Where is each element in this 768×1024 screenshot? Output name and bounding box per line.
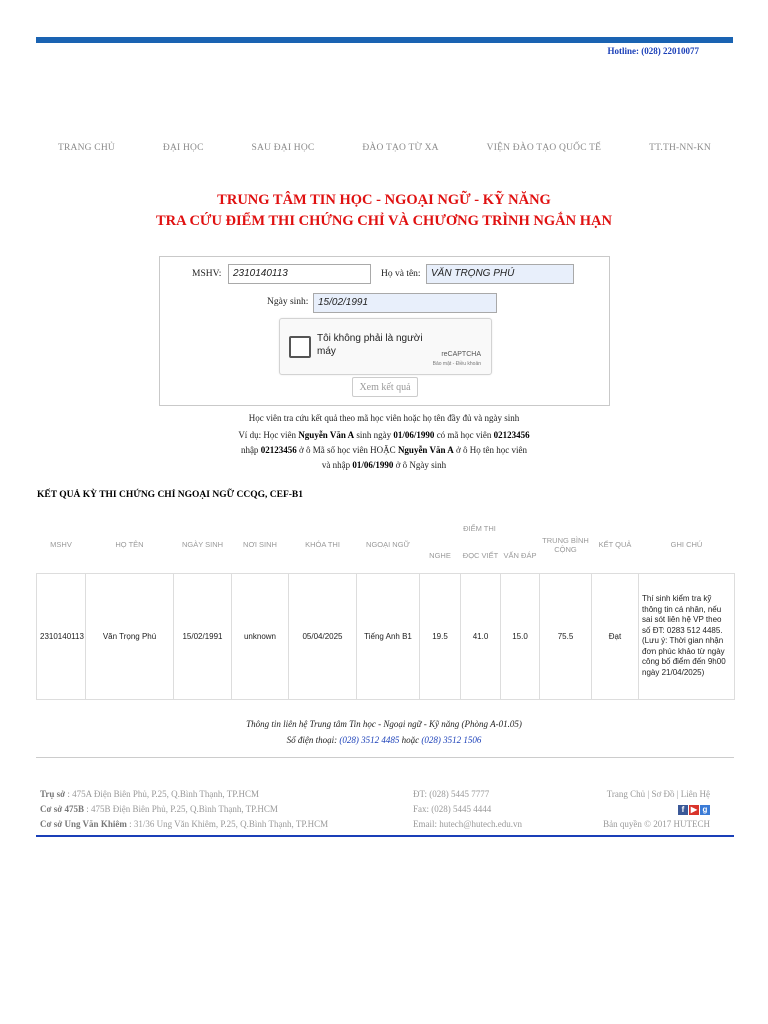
phone-link-1[interactable]: (028) 3512 4485 bbox=[339, 735, 400, 745]
col-listen: NGHE bbox=[429, 551, 451, 561]
branch1-label: Cơ sở 475B bbox=[40, 804, 84, 814]
recaptcha-terms[interactable]: Bảo mật - Điều khoản bbox=[432, 361, 481, 367]
cell-dob: 15/02/1991 bbox=[174, 573, 232, 699]
footer-fax: Fax: (028) 5445 4444 bbox=[413, 804, 492, 814]
col-speak: VẤN ĐÁP bbox=[503, 551, 537, 561]
col-result: KẾT QUẢ bbox=[598, 540, 632, 550]
dob-input[interactable]: 15/02/1991 bbox=[313, 293, 497, 313]
divider bbox=[36, 757, 734, 758]
contact-phones bbox=[0, 735, 768, 745]
name-input[interactable]: VĂN TRỌNG PHÚ bbox=[426, 264, 574, 284]
col-mshv: MSHV bbox=[50, 540, 72, 550]
copyright: Bản quyền © 2017 HUTECH bbox=[603, 819, 710, 829]
cell-name: Văn Trọng Phú bbox=[86, 573, 174, 699]
page-title: TRUNG TÂM TIN HỌC - NGOẠI NGỮ - KỸ NĂNG bbox=[217, 192, 551, 208]
nav-tt-th-nn-kn[interactable]: TT.TH-NN-KN bbox=[649, 143, 711, 153]
mshv-label: MSHV: bbox=[192, 269, 222, 279]
cell-exam: 05/04/2025 bbox=[289, 573, 357, 699]
top-accent-bar bbox=[36, 37, 733, 43]
cell-result: Đạt bbox=[592, 573, 639, 699]
branch2-address: : 31/36 Ung Văn Khiêm, P.25, Q.Bình Thạnh, TP.HCM bbox=[126, 819, 329, 829]
cell-speak: 15.0 bbox=[501, 573, 540, 699]
col-readwrite: ĐỌC VIẾT bbox=[462, 551, 499, 561]
col-lang: NGOẠI NGỮ bbox=[366, 540, 410, 550]
social-icons bbox=[678, 805, 710, 815]
instruction-example-3 bbox=[0, 460, 768, 470]
results-table bbox=[36, 517, 735, 700]
nav-dao-tao-tu-xa[interactable]: ĐÀO TẠO TỪ XA bbox=[362, 143, 439, 153]
recaptcha-label: Tôi không phải là người máy bbox=[317, 333, 423, 357]
hq-label: Trụ sở bbox=[40, 789, 66, 799]
text: có mã học viên bbox=[434, 430, 494, 440]
cell-note: Thí sinh kiểm tra kỹ thông tin cá nhân, nếu sai sót liên hệ VP theo số ĐT: 0283 512 4485. (Lưu ý: Thời gian nhận đơn phúc khảo từ ngày công bố điểm đến 9h00 ngày 21/04/2025) bbox=[639, 573, 735, 699]
text: ở ô Ngày sinh bbox=[393, 460, 447, 470]
col-dob: NGÀY SINH bbox=[181, 540, 224, 550]
text: ở ô Họ tên học viên bbox=[453, 445, 528, 455]
branch1-address: : 475B Điện Biên Phủ, P.25, Q.Bình Thạnh, TP.HCM bbox=[83, 804, 278, 814]
text: ở ô Mã số học viên HOẶC bbox=[296, 445, 398, 455]
cell-readwrite: 41.0 bbox=[461, 573, 501, 699]
col-avg: TRUNG BÌNH CỘNG bbox=[542, 535, 589, 554]
dob-label: Ngày sinh: bbox=[267, 297, 309, 307]
table-row bbox=[37, 573, 735, 699]
footer-addresses bbox=[40, 787, 328, 832]
cell-avg: 75.5 bbox=[540, 573, 592, 699]
example-date: 01/06/1990 bbox=[352, 460, 394, 470]
col-exam: KHÓA THI bbox=[305, 540, 340, 550]
main-nav bbox=[36, 143, 733, 153]
contact-info: Thông tin liên hệ Trung tâm Tin học - Ngoại ngữ - Kỹ năng (Phòng A-01.05) bbox=[246, 719, 522, 729]
youtube-icon[interactable]: ▶ bbox=[690, 805, 698, 814]
col-name: HỌ TÊN bbox=[115, 540, 144, 550]
page-subtitle: TRA CỨU ĐIỂM THI CHỨNG CHỈ VÀ CHƯƠNG TRÌNH NGẮN HẠN bbox=[156, 213, 612, 229]
example-code: 02123456 bbox=[260, 445, 297, 455]
footer-nav-links[interactable]: Trang Chủ | Sơ Đồ | Liên Hệ bbox=[606, 789, 710, 799]
example-name: Nguyễn Văn A bbox=[397, 445, 454, 455]
recaptcha-widget bbox=[279, 318, 492, 375]
col-pob: NƠI SINH bbox=[243, 540, 277, 550]
cell-mshv: 2310140113 bbox=[37, 573, 86, 699]
text: Ví dụ: Học viên bbox=[238, 430, 299, 440]
submit-button[interactable]: Xem kết quả bbox=[352, 377, 418, 397]
text: sinh ngày bbox=[354, 430, 394, 440]
footer-phone: ĐT: (028) 5445 7777 bbox=[413, 789, 490, 799]
nav-dai-hoc[interactable]: ĐẠI HỌC bbox=[162, 143, 204, 153]
phone-link-2[interactable]: (028) 3512 1506 bbox=[421, 735, 482, 745]
recaptcha-checkbox[interactable] bbox=[289, 336, 311, 358]
instruction-line: Học viên tra cứu kết quả theo mã học viên hoặc họ tên đầy đủ và ngày sinh bbox=[248, 413, 520, 423]
example-name: Nguyễn Văn A bbox=[298, 430, 355, 440]
instruction-example bbox=[0, 430, 768, 440]
lookup-form bbox=[159, 256, 610, 406]
hotline[interactable]: Hotline: (028) 22010077 bbox=[607, 46, 699, 56]
text: và nhập bbox=[321, 460, 353, 470]
footer-email[interactable]: Email: hutech@hutech.edu.vn bbox=[413, 819, 523, 829]
name-label: Họ và tên: bbox=[381, 269, 421, 279]
example-code: 02123456 bbox=[493, 430, 530, 440]
nav-sau-dai-hoc[interactable]: SAU ĐẠI HỌC bbox=[251, 143, 315, 153]
nav-trang-chu[interactable]: TRANG CHỦ bbox=[58, 143, 115, 153]
hq-address: : 475A Điện Biên Phủ, P.25, Q.Bình Thạnh, TP.HCM bbox=[65, 789, 260, 799]
col-score-group: ĐIỂM THI bbox=[463, 523, 496, 533]
instruction-example-2 bbox=[0, 445, 768, 455]
text: hoặc bbox=[399, 735, 422, 745]
cell-lang: Tiếng Anh B1 bbox=[357, 573, 420, 699]
mshv-input[interactable]: 2310140113 bbox=[228, 264, 371, 284]
bottom-accent-bar bbox=[36, 835, 734, 837]
cell-pob: unknown bbox=[232, 573, 289, 699]
text: Số điện thoại: bbox=[286, 735, 340, 745]
nav-vien-dao-tao-quoc-te[interactable]: VIỆN ĐÀO TẠO QUỐC TẾ bbox=[486, 143, 602, 153]
recaptcha-brand: reCAPTCHA bbox=[441, 351, 481, 358]
branch2-label: Cơ sở Ung Văn Khiêm bbox=[40, 819, 127, 829]
example-date: 01/06/1990 bbox=[393, 430, 435, 440]
footer-links bbox=[603, 787, 710, 832]
col-note: GHI CHÚ bbox=[670, 540, 703, 550]
footer-contact bbox=[413, 787, 522, 832]
google-icon[interactable]: g bbox=[700, 805, 710, 815]
text: nhập bbox=[240, 445, 261, 455]
result-title: KẾT QUẢ KỲ THI CHỨNG CHỈ NGOẠI NGỮ CCQG, CEF-B1 bbox=[37, 490, 304, 500]
cell-listen: 19.5 bbox=[420, 573, 461, 699]
facebook-icon[interactable]: f bbox=[678, 805, 688, 815]
